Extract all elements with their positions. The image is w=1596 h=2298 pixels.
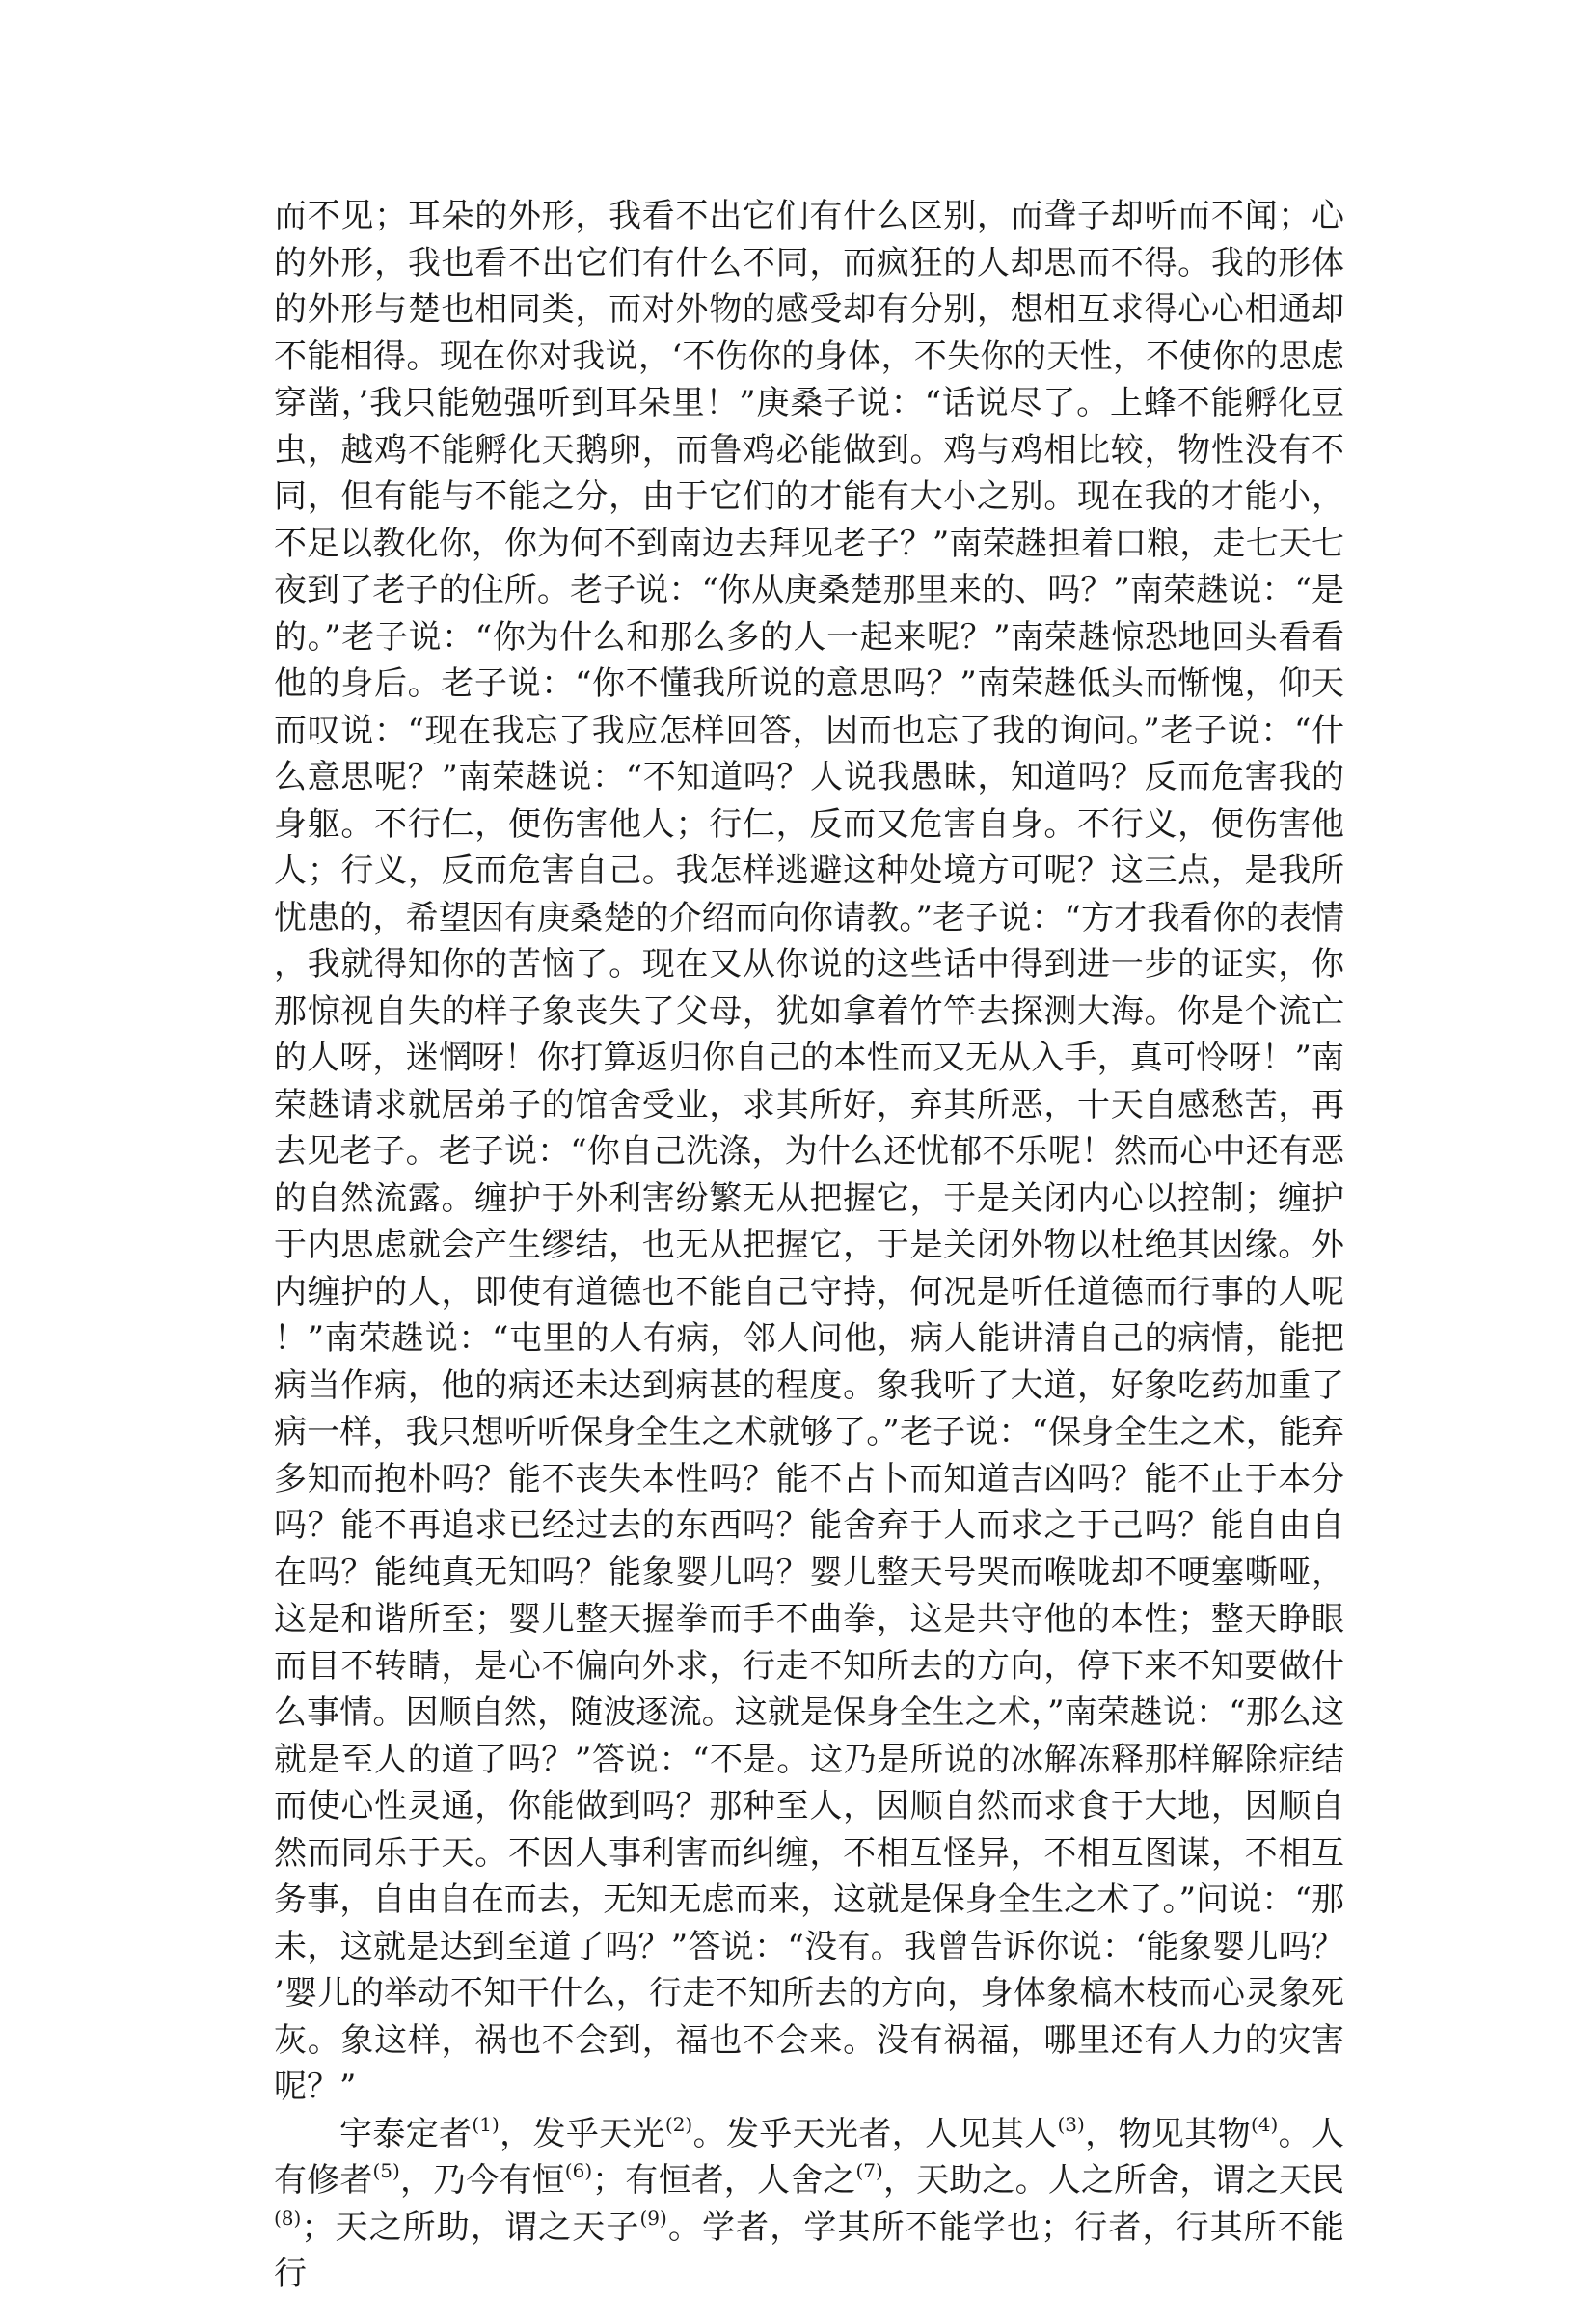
document-page bbox=[274, 193, 1344, 2298]
footnote-marker: (5) bbox=[372, 2159, 400, 2182]
body-text bbox=[274, 193, 1344, 2298]
text-run: ，乃今有恒 bbox=[399, 2161, 565, 2200]
footnote-marker: (9) bbox=[639, 2205, 667, 2230]
footnote-marker: (7) bbox=[855, 2159, 883, 2182]
text-run: ；天之所助，谓之天子 bbox=[301, 2207, 640, 2247]
footnote-marker: (4) bbox=[1250, 2112, 1279, 2136]
footnote-marker: (8) bbox=[274, 2205, 302, 2230]
paragraph bbox=[274, 193, 1344, 2111]
text-run: 宇泰定者 bbox=[339, 2114, 473, 2153]
paragraph bbox=[274, 2111, 1344, 2298]
footnote-marker: (6) bbox=[564, 2159, 593, 2182]
text-run: 而不见；耳朵的外形，我看不出它们有什么区别，而聋子却听而不闻；心的外形，我也看不出它们有什么不同，而疯狂的人却思而不得。我的形体的外形与楚也相同类，而对外物的感受却有分别，想相互求得心心相通却不能相得。现在你对我说，‘不伤你的身体，不失你的天性，不使你的思虑穿凿，’我只能勉强听到耳朵里！”庚桑子说：“话说尽了。上蜂不能孵化豆虫，越鸡不能孵化天鹅卵，而鲁鸡必能做到。鸡与鸡相比较，物性没有不同，但有能与不能之分，由于它们的才能有大小之别。现在我的才能小，不足以教化你，你为何不到南边去拜见老子？”南荣趎担着口粮，走七天七夜到了老子的住所。老子说：“你从庚桑楚那里来的、吗？”南荣趎说：“是的。”老子说：“你为什么和那么多的人一起来呢？”南荣趎惊恐地回头看看他的身后。老子说：“你不懂我所说的意思吗？”南荣趎低头而惭愧，仰天而叹说：“现在我忘了我应怎样回答，因而也忘了我的询问。”老子说：“什么意思呢？”南荣趎说：“不知道吗？人说我愚昧，知道吗？反而危害我的身躯。不行仁，便伤害他人；行仁，反而又危害自身。不行义，便伤害他人；行义，反而危害自己。我怎样逃避这种处境方可呢？这三点，是我所忧患的，希望因有庚桑楚的介绍而向你请教。”老子说：“方才我看你的表情，我就得知你的苦恼了。现在又从你说的这些话中得到进一步的证实，你那惊视自失的样子象丧失了父母，犹如拿着竹竿去探测大海。你是个流亡的人呀，迷惘呀！你打算返归你自己的本性而又无从入手，真可怜呀！”南荣趎请求就居弟子的馆舍受业，求其所好，弃其所恶，十天自感愁苦，再去见老子。老子说：“你自己洗涤，为什么还忧郁不乐呢！然而心中还有恶的自然流露。缠护于外利害纷繁无从把握它，于是关闭内心以控制；缠护于内思虑就会产生缪结，也无从把握它，于是关闭外物以杜绝其因缘。外内缠护的人，即使有道德也不能自己守持，何况是听任道德而行事的人呢！”南荣趎说：“屯里的人有病，邻人问他，病人能讲清自己的病情，能把病当作病，他的病还未达到病甚的程度。象我听了大道，好象吃药加重了病一样，我只想听听保身全生之术就够了。”老子说：“保身全生之术，能弃多知而抱朴吗？能不丧失本性吗？能不占卜而知道吉凶吗？能不止于本分吗？能不再追求已经过去的东西吗？能舍弃于人而求之于己吗？能自由自在吗？能纯真无知吗？能象婴儿吗？婴儿整天号哭而喉咙却不哽塞嘶哑，这是和谐所至；婴儿整天握拳而手不曲拳，这是共守他的本性；整天睁眼而目不转睛，是心不偏向外求，行走不知所去的方向，停下来不知要做什么事情。因顺自然，随波逐流。这就是保身全生之术，”南荣趎说：“那么这就是至人的道了吗？”答说：“不是。这乃是所说的冰解冻释那样解除症结而使心性灵通，你能做到吗？那种至人，因顺自然而求食于大地，因顺自然而同乐于天。不因人事利害而纠缠，不相互怪异，不相互图谋，不相互务事，自由自在而去，无知无虑而来，这就是保身全生之术了。”问说：“那未，这就是达到至道了吗？”答说：“没有。我曾告诉你说：‘能象婴儿吗？’婴儿的举动不知干什么，行走不知所去的方向，身体象槁木枝而心灵象死灰。象这样，祸也不会到，福也不会来。没有祸福，哪里还有人力的灾害呢？” bbox=[274, 197, 1344, 2106]
text-run: ，物见其物 bbox=[1084, 2114, 1251, 2153]
text-run: 。发乎天光者，人见其人 bbox=[692, 2114, 1058, 2153]
footnote-marker: (1) bbox=[472, 2112, 500, 2136]
footnote-marker: (3) bbox=[1057, 2112, 1085, 2136]
text-run: ，天助之。人之所舍，谓之天民 bbox=[882, 2161, 1345, 2200]
text-run: ，发乎天光 bbox=[499, 2114, 665, 2153]
text-run: ；有恒者，人舍之 bbox=[592, 2161, 856, 2200]
text-run: 。人有修者 bbox=[274, 2114, 1345, 2200]
footnote-marker: (2) bbox=[664, 2112, 693, 2136]
text-run: 。学者，学其所不能学也；行者，行其所不能行 bbox=[274, 2207, 1345, 2293]
